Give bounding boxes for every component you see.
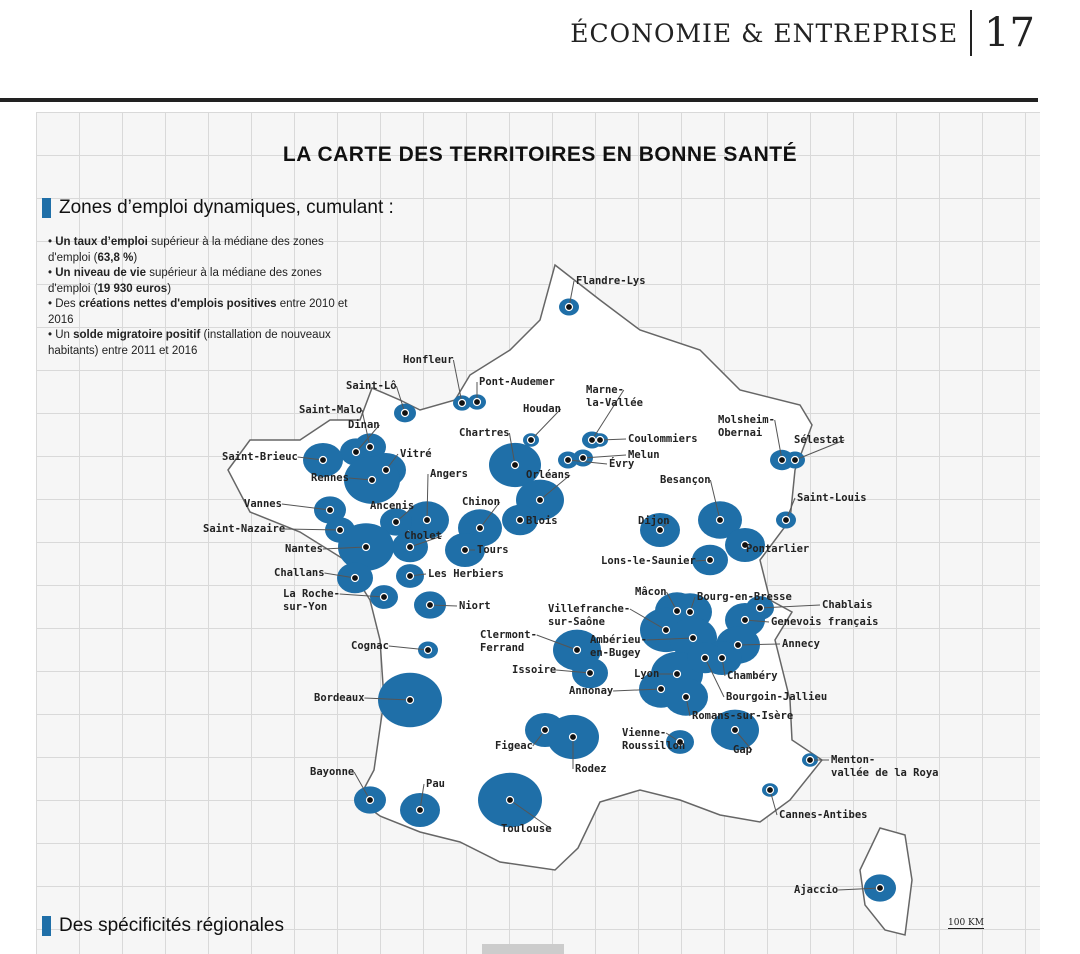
cut-off-graphic [482, 944, 564, 954]
criterion-text: 19 930 euros [97, 282, 168, 295]
criterion-text: créations nettes d'emplois positives [78, 298, 277, 310]
section-title: ÉCONOMIE & ENTREPRISE [570, 18, 959, 48]
legend-heading [42, 197, 394, 219]
criterion-text: • [48, 267, 56, 279]
zone-label: Saint-Malo [299, 404, 363, 416]
city-dot [367, 797, 374, 804]
city-dot [383, 467, 390, 474]
zone-label: Pau [426, 778, 445, 790]
zone-label: Flandre-Lys [576, 275, 646, 287]
city-dot [407, 573, 414, 580]
city-dot [353, 449, 360, 456]
zone-label: Romans-sur-Isère [692, 710, 794, 722]
criterion-text: (installation de nouveaux habitants) entre 2011 et 2016 [48, 329, 331, 357]
zone-label: Besançon [660, 474, 711, 486]
zone-label: Ambérieu- en-Bugey [590, 634, 647, 659]
zone-label: Chambéry [727, 670, 778, 682]
zone-label: Bourgoin-Jallieu [726, 691, 828, 703]
zone-label: Orléans [526, 469, 571, 481]
zone-label: Vienne- Roussillon [622, 727, 686, 752]
city-dot [462, 547, 469, 554]
city-dot [587, 670, 594, 677]
zone-label: Gap [733, 744, 752, 756]
city-dot [402, 410, 409, 417]
city-dot [589, 437, 596, 444]
criterion-text: entre 2010 et 2016 [48, 298, 348, 326]
zone-label: Cannes-Antibes [779, 809, 868, 821]
city-dot [474, 399, 481, 406]
zone-label: Bordeaux [314, 692, 365, 704]
zone-label: Les Herbiers [428, 568, 504, 580]
zone-label: Dijon [638, 515, 670, 527]
zone-label: Évry [609, 458, 635, 470]
criterion-text: ) [167, 282, 172, 295]
zone-label: Molsheim- Obernai [718, 414, 775, 439]
city-dot [369, 477, 376, 484]
criterion-text: Un niveau de vie [55, 267, 146, 279]
zone-label: Honfleur [403, 354, 454, 366]
city-dot [663, 627, 670, 634]
criterion-item [48, 235, 358, 266]
city-dot [327, 507, 334, 514]
city-dot [658, 686, 665, 693]
zone-label: Villefranche- sur-Saône [548, 603, 631, 628]
city-dot [363, 544, 370, 551]
city-dot [717, 517, 724, 524]
city-dot [528, 437, 535, 444]
city-dot [690, 635, 697, 642]
city-dot [459, 400, 466, 407]
city-dot [732, 727, 739, 734]
city-dot [381, 594, 388, 601]
zone-label: Blois [526, 515, 558, 527]
city-dot [393, 519, 400, 526]
zone-label: Rennes [311, 472, 349, 484]
criterion-text: supérieur à la médiane des zones d'emploi ( [48, 236, 324, 264]
section-mark [42, 916, 51, 936]
zone-label: Ancenis [370, 500, 415, 512]
city-dot [783, 517, 790, 524]
zone-label: Saint-Lô [346, 380, 397, 392]
zone-label: Saint-Louis [797, 492, 867, 504]
map-title: LA CARTE DES TERRITOIRES EN BONNE SANTÉ [282, 143, 798, 166]
city-dot [512, 462, 519, 469]
city-dot [424, 517, 431, 524]
city-dot [367, 444, 374, 451]
zone-label: Chinon [462, 496, 500, 508]
zone-label: Mâcon [635, 586, 667, 598]
section2-heading [42, 915, 284, 937]
criterion-item [48, 328, 358, 359]
zone-label: Cognac [351, 640, 389, 652]
city-dot [807, 757, 814, 764]
criterion-text: • [48, 236, 56, 248]
city-dot [735, 642, 742, 649]
city-dot [580, 455, 587, 462]
zone-label: La Roche- sur-Yon [283, 588, 340, 613]
city-dot [877, 885, 884, 892]
zone-label: Vitré [400, 448, 432, 460]
city-dot [352, 575, 359, 582]
zone-label: Angers [430, 468, 468, 480]
city-dot [320, 457, 327, 464]
zone-label: Clermont- Ferrand [480, 629, 537, 654]
city-dot [674, 608, 681, 615]
city-dot [702, 655, 709, 662]
city-dot [542, 727, 549, 734]
city-dot [597, 437, 604, 444]
criterion-text: Un taux d’emploi [55, 236, 148, 248]
city-dot [337, 527, 344, 534]
zone-label: Lyon [634, 668, 660, 680]
zone-label: Marne- la-Vallée [586, 384, 643, 409]
zone-label: Tours [477, 544, 509, 556]
city-dot [674, 671, 681, 678]
criterion-text: supérieur à la médiane des zones d'emploi ( [48, 267, 322, 295]
zone-label: Pontarlier [746, 543, 810, 555]
legend-heading-text: Zones d’emploi dynamiques, cumulant : [59, 197, 394, 218]
zone-label: Lons-le-Saunier [601, 555, 696, 567]
zone-label: Issoire [512, 664, 557, 676]
zone-label: Figeac [495, 740, 533, 752]
zone-label: Coulommiers [628, 433, 698, 445]
city-dot [683, 694, 690, 701]
zone-label: Chablais [822, 599, 873, 611]
city-dot [757, 605, 764, 612]
zone-label: Niort [459, 600, 491, 612]
zone-label: Melun [628, 449, 660, 461]
city-dot [477, 525, 484, 532]
zone-label: Rodez [575, 763, 607, 775]
city-dot [570, 734, 577, 741]
section2-heading-text: Des spécificités régionales [59, 915, 284, 936]
criterion-text: ) [133, 251, 138, 264]
zone-label: Saint-Nazaire [203, 523, 286, 535]
city-dot [417, 807, 424, 814]
zone-label: Annecy [782, 638, 820, 650]
city-dot [565, 457, 572, 464]
zone-label: Nantes [285, 543, 323, 555]
zone-label: Houdan [523, 403, 561, 415]
zone-label: Chartres [459, 427, 510, 439]
zone-label: Bayonne [310, 766, 355, 778]
criterion-text: • Des [48, 298, 79, 310]
zone-label: Toulouse [501, 823, 552, 835]
city-dot [407, 544, 414, 551]
zone-label: Vannes [244, 498, 282, 510]
zone-label: Genevois français [771, 616, 879, 628]
zone-label: Dinan [348, 419, 380, 431]
page-number: 17 [984, 10, 1035, 56]
city-dot [517, 517, 524, 524]
zone-label: Ajaccio [794, 884, 839, 896]
city-dot [792, 457, 799, 464]
city-dot [779, 457, 786, 464]
zone-label: Menton- vallée de la Roya [831, 754, 939, 779]
city-dot [566, 304, 573, 311]
city-dot [407, 697, 414, 704]
zone-label: Pont-Audemer [479, 376, 555, 388]
city-dot [719, 655, 726, 662]
zone-label: Challans [274, 567, 325, 579]
legend-color-mark [42, 198, 51, 218]
zone-label: Bourg-en-Bresse [697, 591, 792, 603]
zone-label: Saint-Brieuc [222, 451, 298, 463]
city-dot [707, 557, 714, 564]
criteria-list [48, 235, 358, 359]
city-dot [507, 797, 514, 804]
zone-label: Cholet [404, 530, 442, 542]
criterion-item [48, 266, 358, 297]
city-dot [537, 497, 544, 504]
scale-bar: 100 KM [948, 918, 984, 928]
city-dot [574, 647, 581, 654]
city-dot [427, 602, 434, 609]
criterion-text: 63,8 % [97, 251, 134, 264]
city-dot [767, 787, 774, 794]
city-dot [687, 609, 694, 616]
city-dot [425, 647, 432, 654]
criterion-text: • Un [48, 329, 74, 341]
city-dot [742, 617, 749, 624]
criterion-item [48, 297, 358, 328]
zone-label: Annonay [569, 685, 614, 697]
zone-label: Sélestat [794, 434, 845, 446]
criterion-text: solde migratoire positif [73, 329, 201, 341]
